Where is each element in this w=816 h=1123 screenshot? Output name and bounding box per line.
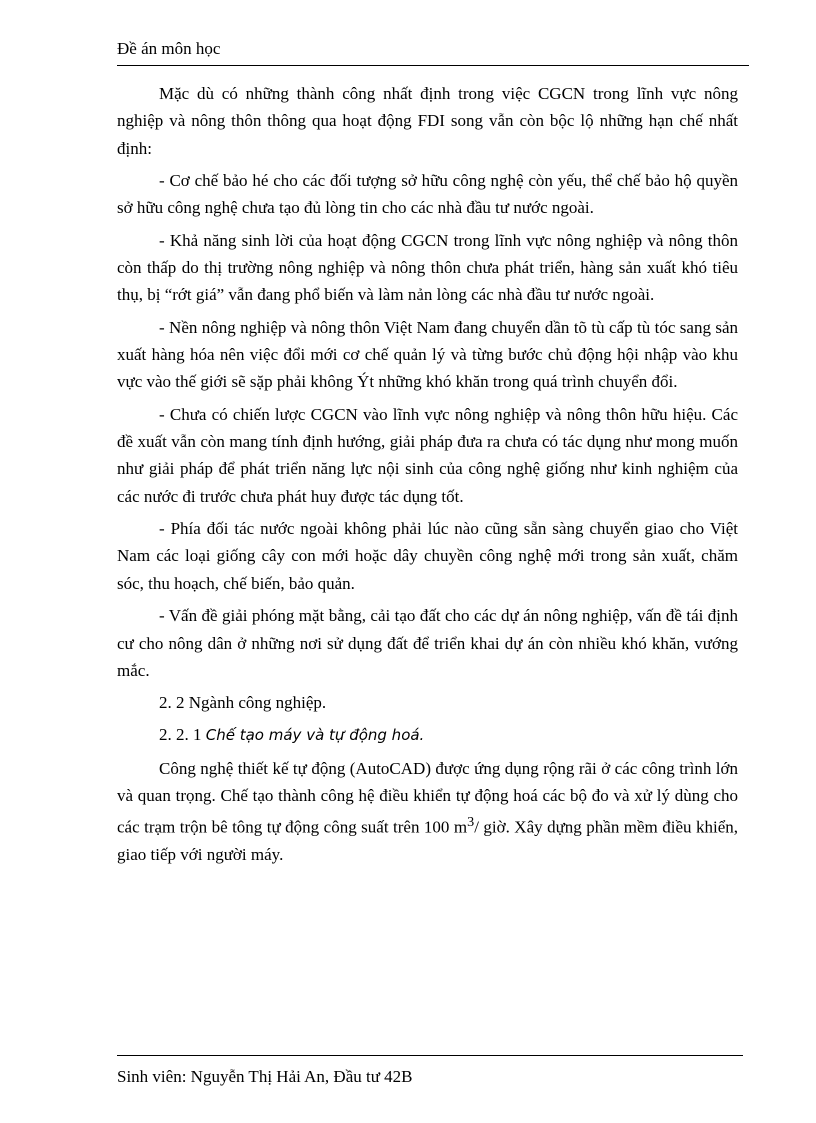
paragraph-bullet-4: - Chưa có chiến lược CGCN vào lĩnh vực nông nghiệp và nông thôn hữu hiệu. Các đề xuất vẫn còn mang tính định hướng, giải pháp đưa ra chưa có tác dụng như mong muốn như giải pháp để phát triển năng lực nội sinh của công nghệ giống như kinh nghiệm của các nước đi trước chưa phát huy được tác dụng tốt. xyxy=(117,404,738,506)
section-heading: 2. 2 Ngành công nghiệp. xyxy=(159,693,327,713)
body-paragraph xyxy=(117,755,738,869)
header-divider xyxy=(117,65,749,66)
subsection-number: 2. 2. 1 xyxy=(159,725,206,745)
subsection-title: Chế tạo máy và tự động hoá. xyxy=(205,726,425,745)
body-superscript: 3 xyxy=(467,814,475,831)
paragraph-intro: Mặc dù có những thành công nhất định trong việc CGCN trong lĩnh vực nông nghiệp và nông thôn thông qua hoạt động FDI song vẫn còn bộc lộ những hạn chế nhất định: xyxy=(117,84,738,158)
paragraph-bullet-3: - Nền nông nghiệp và nông thôn Việt Nam đang chuyển dần tõ tù cấp tù tóc sang sản xuất hàng hóa nên việc đổi mới cơ chế quản lý và từng bước chủ động hội nhập vào khu vực vào thế giới sẽ sặp phải không Ýt những khó khăn trong quá trình chuyển đổi. xyxy=(117,317,738,392)
body-text: Công nghệ thiết kế tự động (AutoCAD) được ứng dụng rộng rãi ở các công trình lớn và quan trọng. Chế tạo thành công hệ điều khiển tự động hoá các bộ đo và xử lý dùng cho các trạm trộn bê tông tự động công suất trên 100 m xyxy=(117,758,738,837)
paragraph-bullet-2: - Khả năng sinh lời của hoạt động CGCN trong lĩnh vực nông nghiệp và nông thôn còn thấp do thị trường nông nghiệp và nông thôn chưa phát triển, hàng sản xuất khó tiêu thụ, bị “rớt giá” vẫn đang phổ biến và làm nản lòng các nhà đầu tư nước ngoài. xyxy=(117,230,738,305)
subsection-heading xyxy=(117,721,738,749)
footer-divider xyxy=(117,1055,743,1056)
paragraph-bullet-1: - Cơ chế bảo hé cho các đối tượng sở hữu công nghệ còn yếu, thể chế bảo hộ quyền sở hữu công nghệ chưa tạo đủ lòng tin cho các nhà đầu tư nước ngoài. xyxy=(117,171,738,218)
page-body xyxy=(117,80,738,869)
page-header-title: Đề án môn học xyxy=(117,39,221,58)
paragraph-bullet-5: - Phía đối tác nước ngoài không phải lúc nào cũng sẵn sàng chuyển giao cho Việt Nam các loại giống cây con mới hoặc dây chuyền công nghệ mới trong sản xuất, chăm sóc, thu hoạch, chế biến, bảo quản. xyxy=(117,519,738,593)
page-footer-text: Sinh viên: Nguyễn Thị Hải An, Đầu tư 42B xyxy=(117,1067,413,1086)
body-text-after: / giờ. Xây dựng phần mềm điều khiển, giao tiếp với người máy. xyxy=(117,817,739,865)
paragraph-bullet-6: - Vấn đề giải phóng mặt bằng, cải tạo đất cho các dự án nông nghiệp, vấn đề tái định cư cho nông dân ở những nơi sử dụng đất để triển khai dự án còn nhiều khó khăn, vướng mắc. xyxy=(117,606,738,680)
